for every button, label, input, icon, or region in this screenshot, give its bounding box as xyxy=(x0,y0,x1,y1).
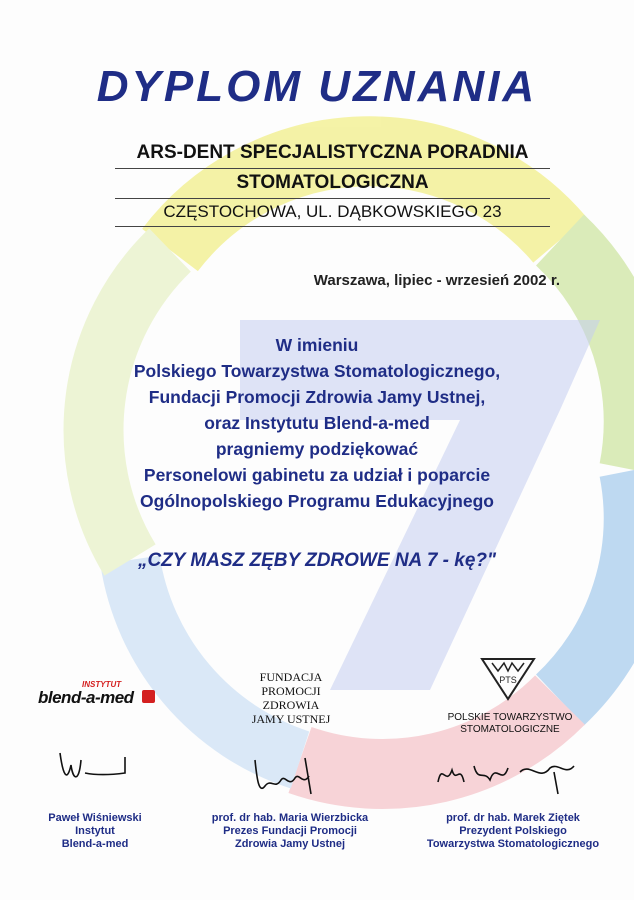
recipient-name-line2: STOMATOLOGICZNA xyxy=(115,172,550,199)
body-line: Personelowi gabinetu za udział i poparcie xyxy=(143,465,491,485)
signatory-name: Paweł Wiśniewski xyxy=(48,812,142,824)
body-line: W imieniu xyxy=(275,335,359,355)
signatory-wisniewski xyxy=(20,812,170,851)
logo-institute-label: INSTYTUT xyxy=(82,680,122,689)
body-line: Polskiego Towarzystwa Stomatologicznego, xyxy=(133,361,501,381)
signatory-wierzbicka xyxy=(190,812,390,851)
signatory-role: Prezes Fundacji Promocji xyxy=(223,825,357,837)
signatory-role: Towarzystwa Stomatologicznego xyxy=(426,838,600,850)
fundacja-line: ZDROWIA xyxy=(262,698,320,712)
signature-wierzbicka xyxy=(245,750,325,800)
pts-mark-text: PTS xyxy=(499,675,517,685)
signatory-zietek xyxy=(408,812,618,851)
body-line: oraz Instytutu Blend-a-med xyxy=(204,413,430,433)
body-line: Fundacji Promocji Zdrowia Jamy Ustnej, xyxy=(148,387,486,407)
diploma-title: DYPLOM UZNANIA xyxy=(96,62,538,111)
blend-a-med-logo xyxy=(38,680,158,710)
body-line: pragniemy podziękować xyxy=(215,439,419,459)
signatory-role: Prezydent Polskiego xyxy=(459,825,567,837)
program-slogan: „CZY MASZ ZĘBY ZDROWE NA 7 - kę?" xyxy=(137,550,497,571)
pts-caption-line: POLSKIE TOWARZYSTWO xyxy=(447,712,573,723)
pts-caption-line: STOMATOLOGICZNE xyxy=(460,724,560,735)
issue-date: Warszawa, lipiec - wrzesień 2002 r. xyxy=(313,272,560,289)
signatory-role: Blend-a-med xyxy=(61,838,129,850)
signatory-name: prof. dr hab. Maria Wierzbicka xyxy=(211,812,369,824)
fundacja-line: PROMOCJI xyxy=(261,684,321,698)
signatory-role: Instytut xyxy=(75,825,115,837)
pts-emblem-icon xyxy=(478,655,538,703)
signature-zietek xyxy=(430,752,580,797)
logo-mark-icon xyxy=(142,690,155,703)
pts-caption xyxy=(440,712,580,736)
ring-lightblue-segment xyxy=(130,560,300,760)
signatory-role: Zdrowia Jamy Ustnej xyxy=(234,838,346,850)
recipient-name-line1: ARS-DENT SPECJALISTYCZNA PORADNIA xyxy=(115,142,550,169)
fundacja-line: FUNDACJA xyxy=(259,670,323,684)
fundacja-line: JAMY USTNEJ xyxy=(251,712,331,726)
logo-wordmark: blend-a-med xyxy=(38,688,134,707)
body-line: Ogólnopolskiego Programu Edukacyjnego xyxy=(140,491,494,511)
recipient-address: CZĘSTOCHOWA, UL. DĄBKOWSKIEGO 23 xyxy=(115,202,550,227)
signatory-name: prof. dr hab. Marek Ziętek xyxy=(446,812,580,824)
signature-wisniewski xyxy=(55,745,135,790)
fundacja-logo xyxy=(236,670,346,726)
